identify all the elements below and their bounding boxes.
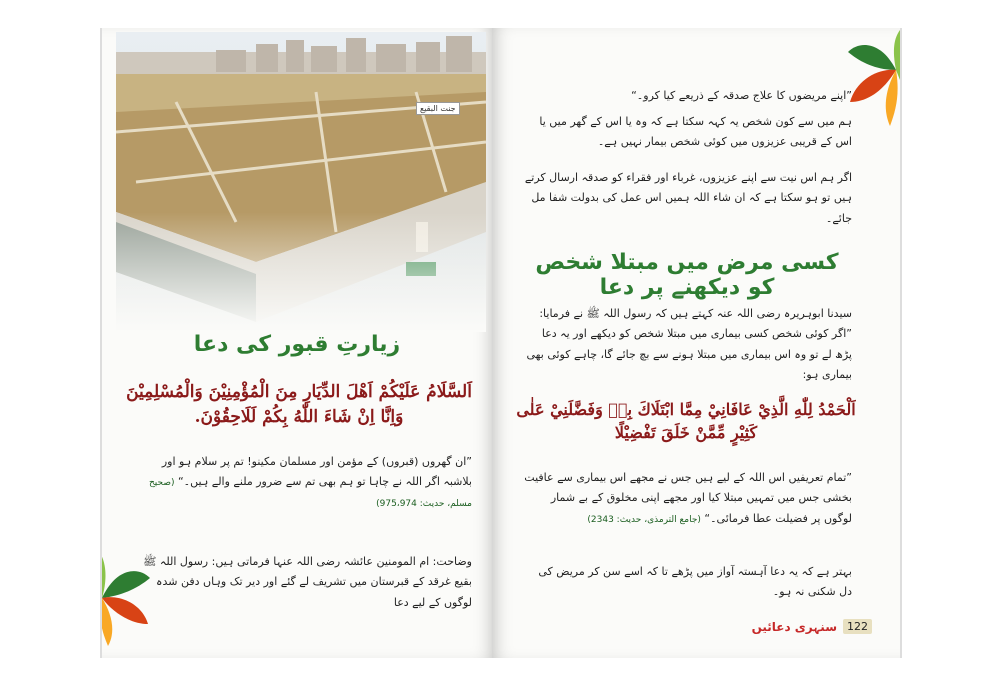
right-paragraph-1: ہم میں سے کون شخص یہ کہہ سکتا ہے کہ وہ یا اس کے گھر میں یا اس کے قریبی عزیزوں میں کوئی شخص بیمار نہیں ہے۔ [539, 115, 852, 149]
green-red-leaf-ornament [100, 548, 152, 648]
left-translation-text: ”ان گھروں (قبروں) کے مؤمن اور مسلمان مکینو! تم پر سلام ہو اور بلاشبہ اگر اللہ نے چاہا تو ہم بھی تم سے ضرور ملنے والے ہیں۔“ [161, 455, 472, 489]
page-number: 122 [843, 619, 872, 634]
left-arabic-dua: اَلسَّلَامُ عَلَيْكُمْ اَهْلَ الدِّيَارِ مِنَ الْمُؤْمِنِيْنَ وَالْمُسْلِمِيْنَ وَاِنَّا اِنْ شَاءَ اللّٰهُ بِكُمْ لَلَاحِقُوْنَ. [126, 382, 472, 427]
left-page [100, 28, 494, 658]
cemetery-photo [116, 32, 486, 332]
right-translation [522, 468, 852, 529]
right-translation-text: ”تمام تعریفیں اس اللہ کے لیے ہیں جس نے مجھے اس بیماری سے عافیت بخشی جس میں تمہیں مبتلا کیا اور مجھے اپنی مخلوق کے بے شمار لوگوں پر فضیلت عطا فرمائی۔“ [524, 471, 852, 525]
right-arabic-dua: اَلْحَمْدُ لِلّٰهِ الَّذِيْ عَافَانِيْ مِمَّا ابْتَلَاكَ بِهٖ وَفَضَّلَنِيْ عَلٰى كَثِيْرٍ مِّمَّنْ خَلَقَ تَفْضِيْلًا [516, 400, 856, 443]
right-hadith: سیدنا ابوہریرہ رضی اللہ عنہ کہتے ہیں کہ رسول اللہ ﷺ نے فرمایا: ”اگر کوئی شخص کسی بیماری میں مبتلا شخص کو دیکھے اور یہ دعا پڑھ لے تو وہ اس بیماری میں مبتلا ہونے سے بچ جائے گا، چاہے کوئی بھی بیماری ہو: [526, 307, 852, 382]
right-heading: کسی مرض میں مبتلا شخص کو دیکھنے پر دعا [535, 250, 839, 300]
left-heading: زیارتِ قبور کی دعا [193, 332, 401, 357]
book-title: سنہری دعائیں [751, 619, 837, 634]
left-translation [132, 452, 472, 513]
right-page [492, 28, 902, 658]
right-reference: (جامع الترمذی، حدیث: 2343) [587, 514, 701, 525]
page-footer [752, 619, 872, 634]
photo-caption: جنت البقیع [416, 102, 460, 115]
left-reference: (صحیح مسلم، حدیث: 975،974) [148, 478, 472, 509]
right-intro-quote: ”اپنے مریضوں کا علاج صدقہ کے ذریعے کیا کرو۔“ [631, 89, 852, 102]
right-closing: بہتر ہے کہ یہ دعا آہستہ آواز میں پڑھے تا کہ اسے سن کر مریض کی دل شکنی نہ ہو۔ [538, 565, 852, 599]
green-red-leaf-ornament [844, 30, 900, 130]
right-paragraph-2: اگر ہم اس نیت سے اپنے عزیزوں، غرباء اور فقراء کو صدقہ ارسال کرتے ہیں تو ہو سکتا ہے کہ ان شاء اللہ ہمیں اس عمل کی بدولت شفا مل جائے۔ [524, 171, 852, 225]
open-book [100, 28, 900, 658]
left-note: وضاحت: ام المومنین عائشہ رضی اللہ عنہا فرماتی ہیں: رسول اللہ ﷺ بقیع غرقد کے قبرستان میں تشریف لے گئے اور دیر تک وہاں دفن شدہ لوگوں کے لیے دعا [143, 555, 472, 609]
